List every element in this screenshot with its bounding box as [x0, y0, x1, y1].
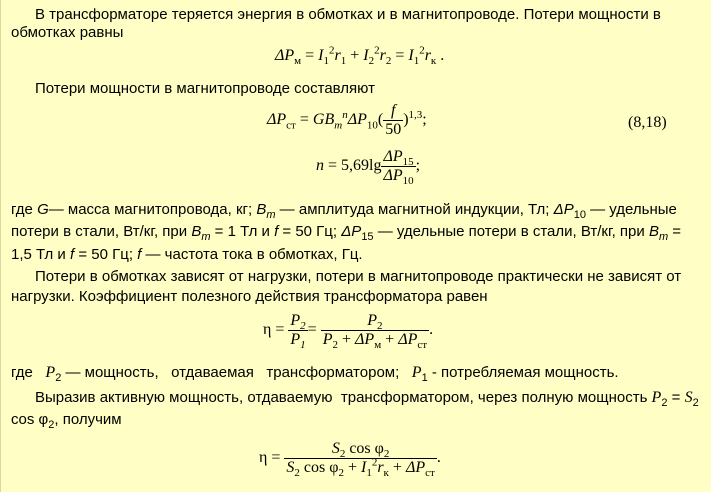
- paragraph-1-line-1: В трансформаторе теряется энергия в обмотках и в магнитопроводе. Потери мощности в: [35, 6, 661, 23]
- paragraph-3-line-3: 1,5 Тл и f = 50 Гц; f — частота тока в обмотках, Гц.: [11, 246, 363, 263]
- formula-copper-losses: $\Delta P_м = I_1^2r_1 + I_2^2r_2 = I_1^2r_к$ .: [275, 44, 445, 68]
- paragraph-6-line-1: Выразив активную мощность, отдаваемую трансформатором, через полную мощность $P_2 = S_2$: [35, 389, 699, 409]
- paragraph-5: где $P_2$ — мощность, отдаваемая трансформатором; $P_1$ - потребляемая мощность.: [11, 364, 619, 384]
- paragraph-2: Потери мощности в магнитопроводе составляют: [35, 80, 375, 97]
- paragraph-6-line-2: $\cos \varphi_2$, получим: [11, 411, 122, 431]
- formula-number: (8,18): [628, 114, 667, 131]
- fraction-p2-total: $\frac{P_2}{P_2 + \Delta P_м + \Delta P_{ст}}$: [322, 312, 428, 352]
- fraction-p2-p1: $\frac{P_2}{P_1}$: [290, 312, 306, 352]
- fraction-f-50: $\frac{f}{50}$: [385, 102, 402, 138]
- formula-exponent-n: n = 5,69lg $\frac{\Delta P_{15}}{\Delta P_{10}}$ ;: [316, 148, 421, 188]
- paragraph-3-line-2: потери в стали, Вт/кг, при $B_m = 1$ Тл и f = 50 Гц; $\Delta P_{15}$ — удельные потери в стали, Вт/кг, при $B_m$ =: [11, 223, 682, 243]
- paragraph-4-line-1: Потери в обмотках зависят от нагрузки, потери в магнитопроводе практически не зависят от: [35, 268, 682, 285]
- paragraph-4-line-2: нагрузки. Коэффициент полезного действия трансформатора равен: [11, 288, 488, 305]
- paragraph-3-line-1: где G— масса магнитопровода, кг; $B_m$ — амплитуда магнитной индукции, Тл; $\Delta P_{10}$ — удельные: [11, 201, 677, 221]
- formula-efficiency-cos: η = $\frac{S_2 \cos \varphi_2}{S_2 \cos \varphi_2 + I_1^2r_к + \Delta P_{ст}}$ .: [259, 440, 441, 480]
- paragraph-1-line-2: обмотках равны: [11, 24, 124, 41]
- fraction-s2-cos: $\frac{S_2 \cos \varphi_2}{S_2 \cos \varphi_2 + I_1^2r_к + \Delta P_{ст}}$: [286, 440, 435, 480]
- fraction-p15-p10: $\frac{\Delta P_{15}}{\Delta P_{10}}$: [383, 148, 414, 188]
- formula-core-losses: $\Delta P_{ст} = GB_m^n\Delta P_{10}$( $\frac{f}{50}$ )$^{1,3}$;: [267, 102, 427, 138]
- formula-efficiency: η = $\frac{P_2}{P_1}$ = $\frac{P_2}{P_2 + \Delta P_м + \Delta P_{ст}}$ .: [263, 312, 434, 352]
